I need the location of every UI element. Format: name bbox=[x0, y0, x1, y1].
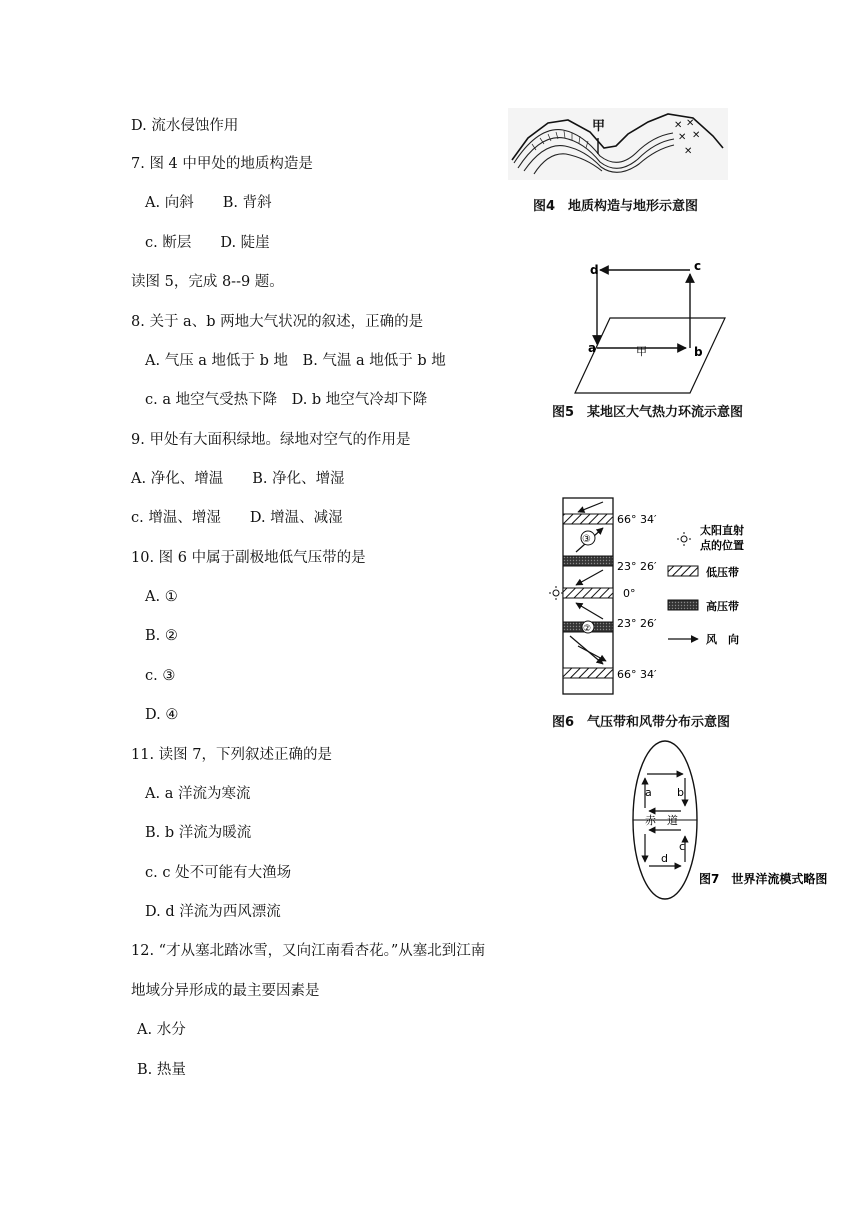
fig6-lat-66n: 66° 34′ bbox=[617, 513, 657, 526]
q12-option-b: B. 热量 bbox=[137, 1062, 186, 1078]
q12-option-a: A. 水分 bbox=[137, 1022, 186, 1038]
fig6-legend-high: 高压带 bbox=[706, 600, 739, 613]
fig4-geology-diagram bbox=[508, 108, 728, 180]
q10-option-d: D. ④ bbox=[145, 707, 179, 723]
q11-option-a: A. a 洋流为寒流 bbox=[145, 786, 251, 802]
q11-option-c: c. c 处不可能有大渔场 bbox=[145, 865, 292, 881]
q10-stem: 10. 图 6 中属于副极地低气压带的是 bbox=[131, 550, 366, 566]
fig7-caption: 图7 世界洋流模式略图 bbox=[699, 872, 828, 886]
fig5-label-d: d bbox=[590, 263, 599, 277]
fig5-label-a: a bbox=[588, 341, 597, 355]
svg-text:✕: ✕ bbox=[686, 118, 695, 129]
fig6-legend-high-swatch bbox=[668, 600, 698, 610]
q10-option-b: B. ② bbox=[145, 628, 178, 644]
fig6-low-belt-66n bbox=[563, 514, 613, 524]
q12-stem-line1: 12. “才从塞北踏冰雪，又向江南看杏花。”从塞北到江南 bbox=[131, 943, 486, 959]
q9-stem: 9. 甲处有大面积绿地。绿地对空气的作用是 bbox=[131, 432, 411, 448]
fig5-caption: 图5 某地区大气热力环流示意图 bbox=[552, 405, 744, 420]
read-fig5-instruction: 读图 5，完成 8--9 题。 bbox=[131, 274, 284, 290]
fig6-low-belt-equator bbox=[563, 588, 613, 598]
q12-stem-line2: 地域分异形成的最主要因素是 bbox=[131, 983, 320, 999]
fig6-legend-sun-line1: 太阳直射 bbox=[700, 524, 744, 537]
q11-option-d: D. d 洋流为西风漂流 bbox=[145, 904, 281, 920]
fig6-lat-23s: 23° 26′ bbox=[617, 617, 657, 630]
fig6-legend-wind: 风 向 bbox=[706, 633, 739, 646]
fig6-lat-23n: 23° 26′ bbox=[617, 560, 657, 573]
fig6-lat-0: 0° bbox=[623, 587, 636, 600]
q11-option-b: B. b 洋流为暖流 bbox=[145, 825, 252, 841]
fig5-label-b: b bbox=[694, 345, 703, 359]
svg-text:✕: ✕ bbox=[678, 132, 687, 143]
fig7-label-equator: 赤 道 bbox=[645, 814, 678, 827]
q10-option-a: A. ① bbox=[145, 589, 178, 605]
q7-options-ab: A. 向斜 B. 背斜 bbox=[145, 195, 272, 211]
fig6-legend-low-swatch bbox=[668, 566, 698, 576]
q9-options-ab: A. 净化、增温 B. 净化、增湿 bbox=[131, 471, 345, 487]
q7-stem: 7. 图 4 中甲处的地质构造是 bbox=[131, 156, 313, 172]
fig6-legend-sun-icon bbox=[677, 532, 691, 546]
q11-stem: 11. 读图 7，下列叙述正确的是 bbox=[131, 747, 333, 763]
fig6-high-belt-30n bbox=[563, 556, 613, 566]
fig7-label-d: d bbox=[661, 852, 668, 865]
fig6-low-belt-66s bbox=[563, 668, 613, 678]
q8-stem: 8. 关于 a、b 两地大气状况的叙述，正确的是 bbox=[131, 314, 424, 330]
q8-options-ab: A. 气压 a 地低于 b 地 B. 气温 a 地低于 b 地 bbox=[145, 353, 446, 369]
fig4-caption: 图4 地质构造与地形示意图 bbox=[533, 199, 699, 214]
q8-options-cd: c. a 地空气受热下降 D. b 地空气冷却下降 bbox=[145, 392, 428, 408]
svg-text:✕: ✕ bbox=[692, 130, 701, 141]
fig5-circulation-diagram bbox=[570, 258, 740, 398]
q6-option-d: D. 流水侵蚀作用 bbox=[131, 118, 239, 134]
fig7-label-b: b bbox=[677, 786, 684, 799]
fig7-ocean-currents-diagram bbox=[625, 738, 865, 902]
svg-text:✕: ✕ bbox=[684, 146, 693, 157]
fig6-legend-sun: 点的位置 bbox=[700, 539, 744, 552]
fig6-circle-2: ② bbox=[583, 624, 592, 634]
fig6-pressure-belts-diagram bbox=[548, 496, 768, 698]
fig6-legend-low: 低压带 bbox=[706, 566, 739, 579]
fig6-circle-3: ③ bbox=[582, 534, 591, 545]
svg-text:✕: ✕ bbox=[674, 120, 683, 131]
fig6-lat-66s: 66° 34′ bbox=[617, 668, 657, 681]
fig6-sun-icon bbox=[549, 586, 563, 600]
q7-options-cd: c. 断层 D. 陡崖 bbox=[145, 235, 270, 251]
fig7-label-c: c bbox=[679, 840, 686, 853]
q9-options-cd: c. 增温、增湿 D. 增温、减湿 bbox=[131, 510, 343, 526]
fig5-label-c: c bbox=[694, 259, 702, 273]
fig6-caption: 图6 气压带和风带分布示意图 bbox=[552, 715, 731, 730]
q10-option-c: c. ③ bbox=[145, 668, 176, 684]
fig5-label-jia: 甲 bbox=[636, 345, 647, 358]
fig7-label-a: a bbox=[645, 786, 652, 799]
fig4-label-jia: 甲 bbox=[592, 119, 606, 134]
